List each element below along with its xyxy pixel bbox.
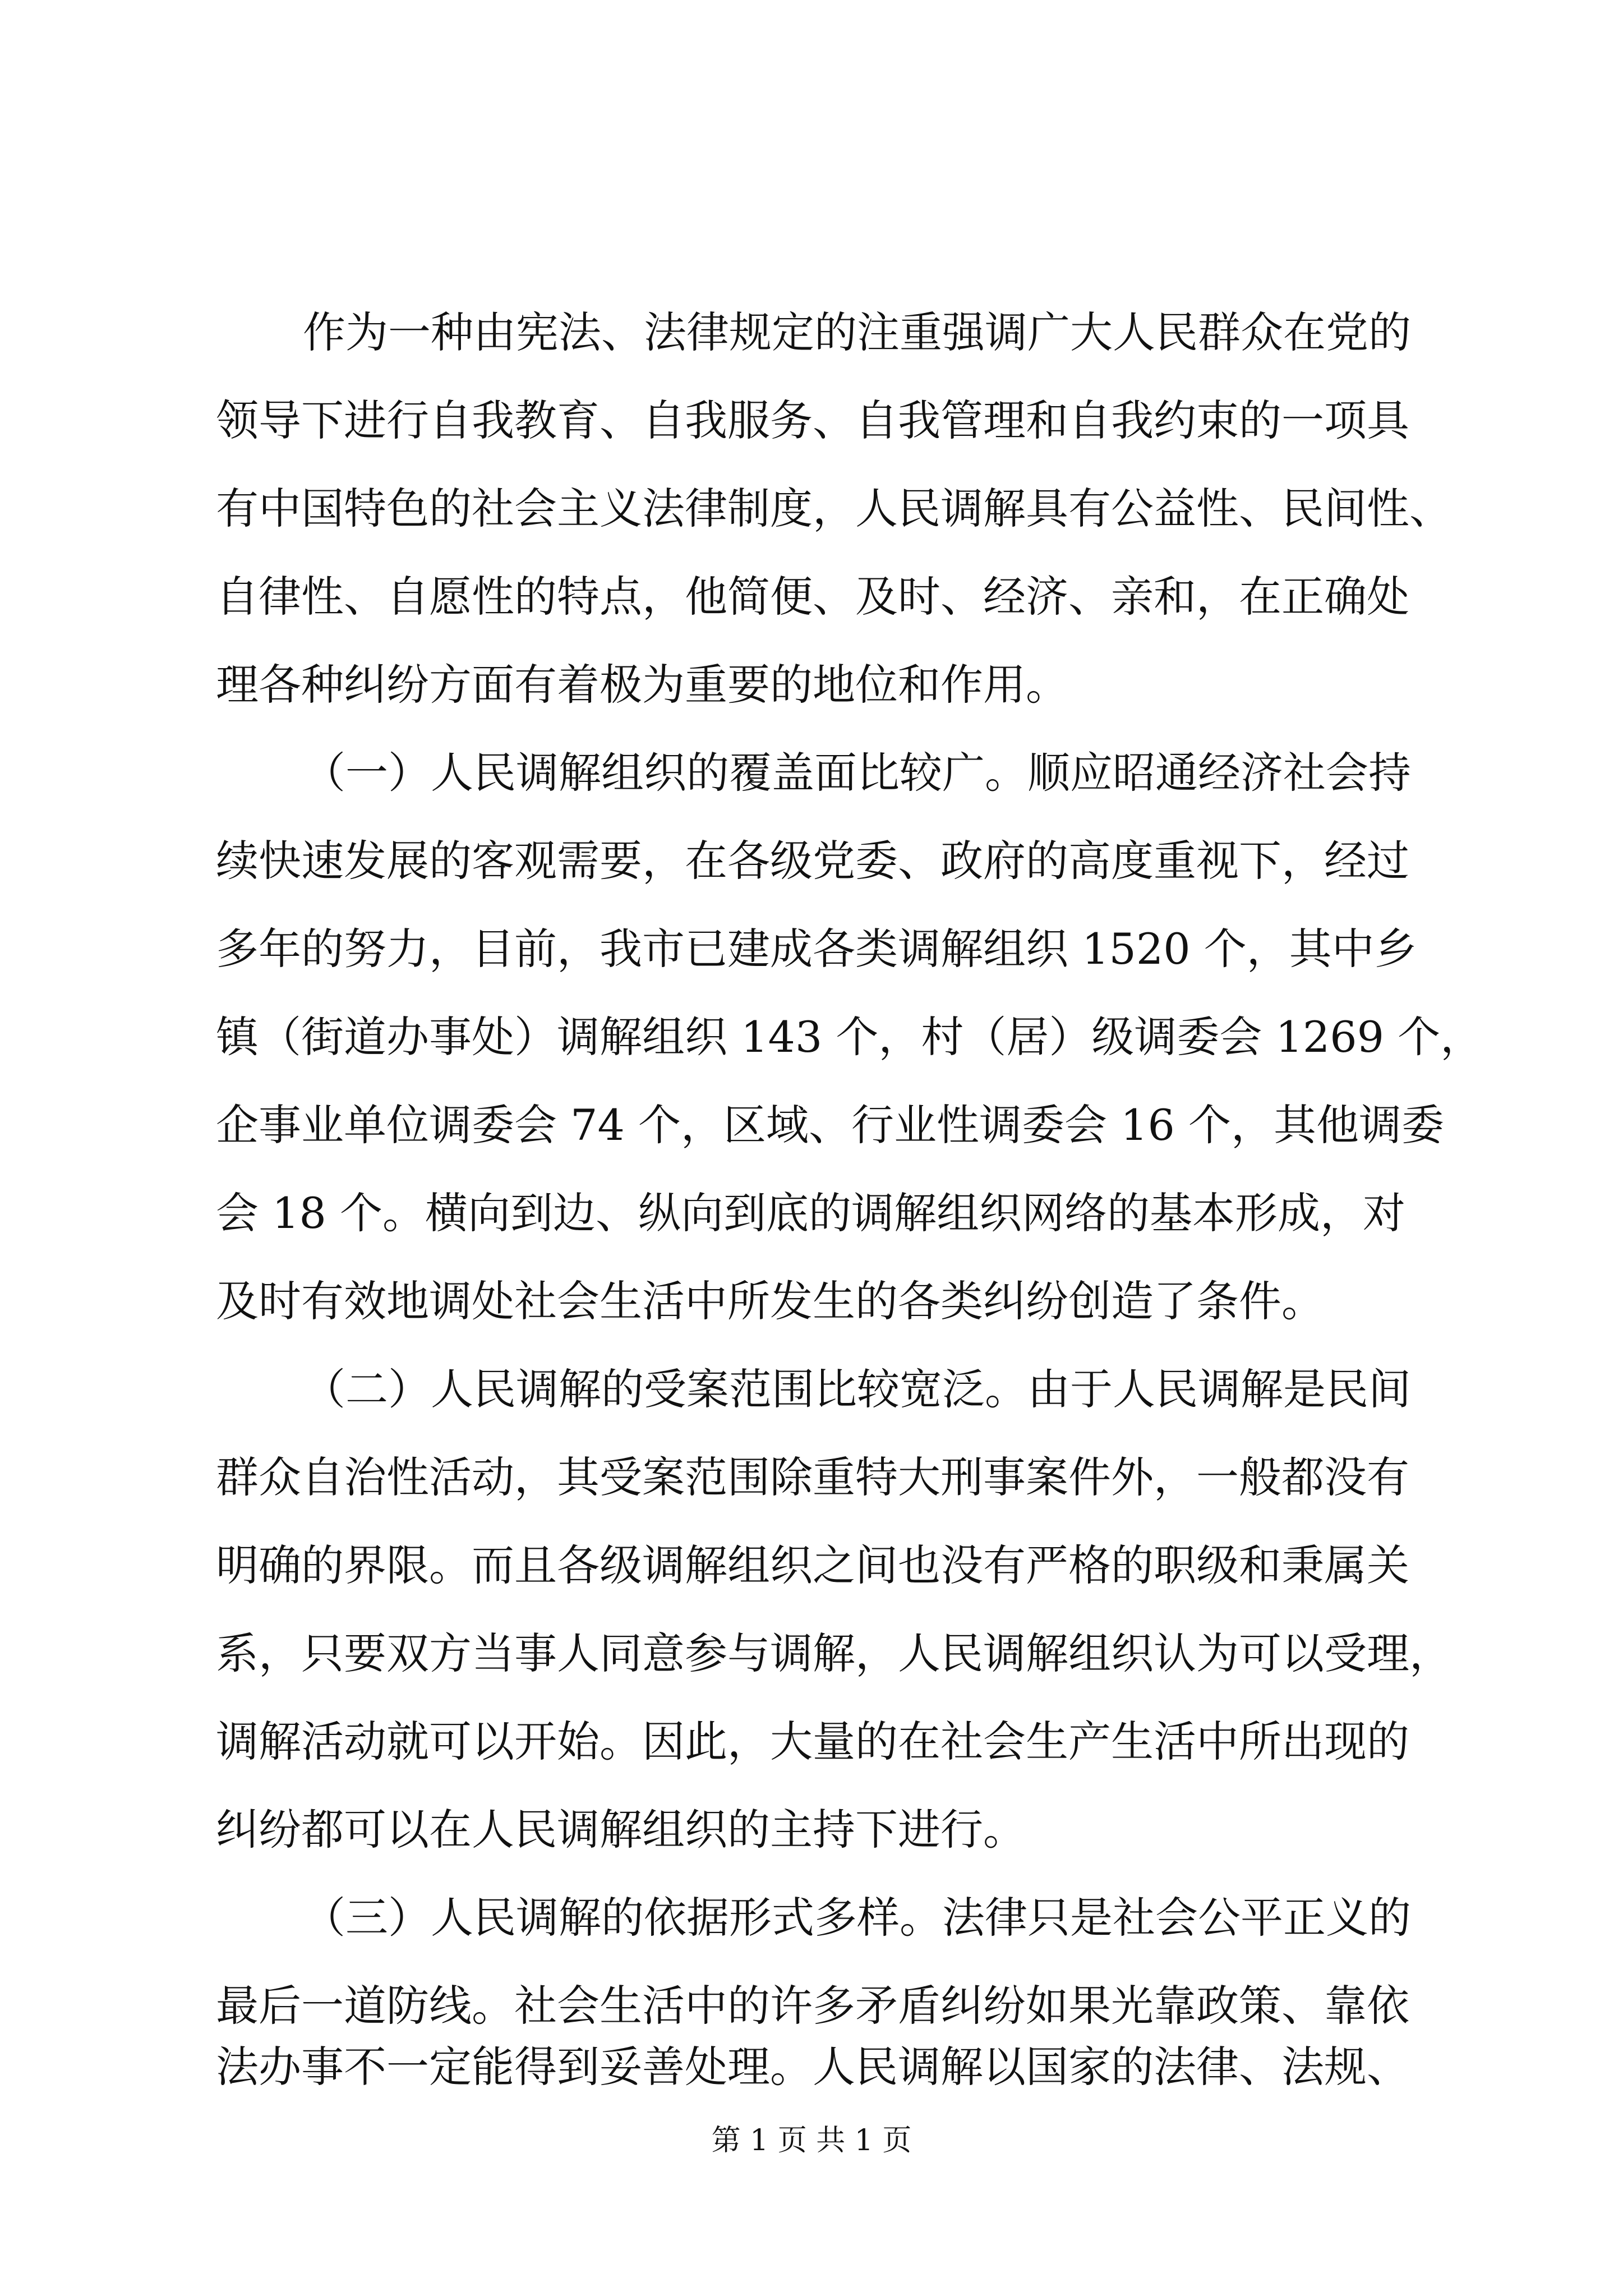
text-line: 多年的努力，目前，我市已建成各类调解组织 1520 个，其中乡 — [216, 924, 1417, 974]
text-line: 系，只要双方当事人同意参与调解，人民调解组织认为可以受理， — [216, 1628, 1452, 1678]
text-line: 法办事不一定能得到妥善处理。人民调解以国家的法律、法规、 — [216, 2042, 1409, 2092]
page-number-footer: 第 1 页 共 1 页 — [711, 2124, 912, 2157]
text-line: 群众自治性活动，其受案范围除重特大刑事案件外，一般都没有 — [216, 1452, 1409, 1502]
text-line: 最后一道防线。社会生活中的许多矛盾纠纷如果光靠政策、靠依 — [216, 1981, 1409, 2031]
text-line: 及时有效地调处社会生活中所发生的各类纠纷创造了条件。 — [216, 1276, 1324, 1326]
text-line: 理各种纠纷方面有着极为重要的地位和作用。 — [216, 660, 1068, 710]
text-line: 有中国特色的社会主义法律制度，人民调解具有公益性、民间性、 — [216, 484, 1452, 533]
text-line: 续快速发展的客观需要，在各级党委、政府的高度重视下，经过 — [216, 836, 1409, 886]
text-line: 会 18 个。横向到边、纵向到底的调解组织网络的基本形成，对 — [216, 1188, 1406, 1238]
text-line: 作为一种由宪法、法律规定的注重强调广大人民群众在党的 — [303, 307, 1411, 357]
text-line: 领导下进行自我教育、自我服务、自我管理和自我约束的一项具 — [216, 395, 1409, 445]
text-line: （二）人民调解的受案范围比较宽泛。由于人民调解是民间 — [303, 1364, 1411, 1414]
text-line: （一）人民调解组织的覆盖面比较广。顺应昭通经济社会持 — [303, 748, 1411, 798]
text-line: 调解活动就可以开始。因此，大量的在社会生产生活中所出现的 — [216, 1717, 1409, 1766]
text-line: 明确的界限。而且各级调解组织之间也没有严格的职级和秉属关 — [216, 1540, 1409, 1590]
text-line: 镇（街道办事处）调解组织 143 个，村（居）级调委会 1269 个， — [216, 1012, 1483, 1062]
text-line: （三）人民调解的依据形式多样。法律只是社会公平正义的 — [303, 1893, 1411, 1943]
text-line: 纠纷都可以在人民调解组织的主持下进行。 — [216, 1805, 1026, 1855]
text-line: 自律性、自愿性的特点，他简便、及时、经济、亲和，在正确处 — [216, 572, 1409, 622]
text-line: 企事业单位调委会 74 个，区域、行业性调委会 16 个，其他调委 — [216, 1100, 1445, 1150]
